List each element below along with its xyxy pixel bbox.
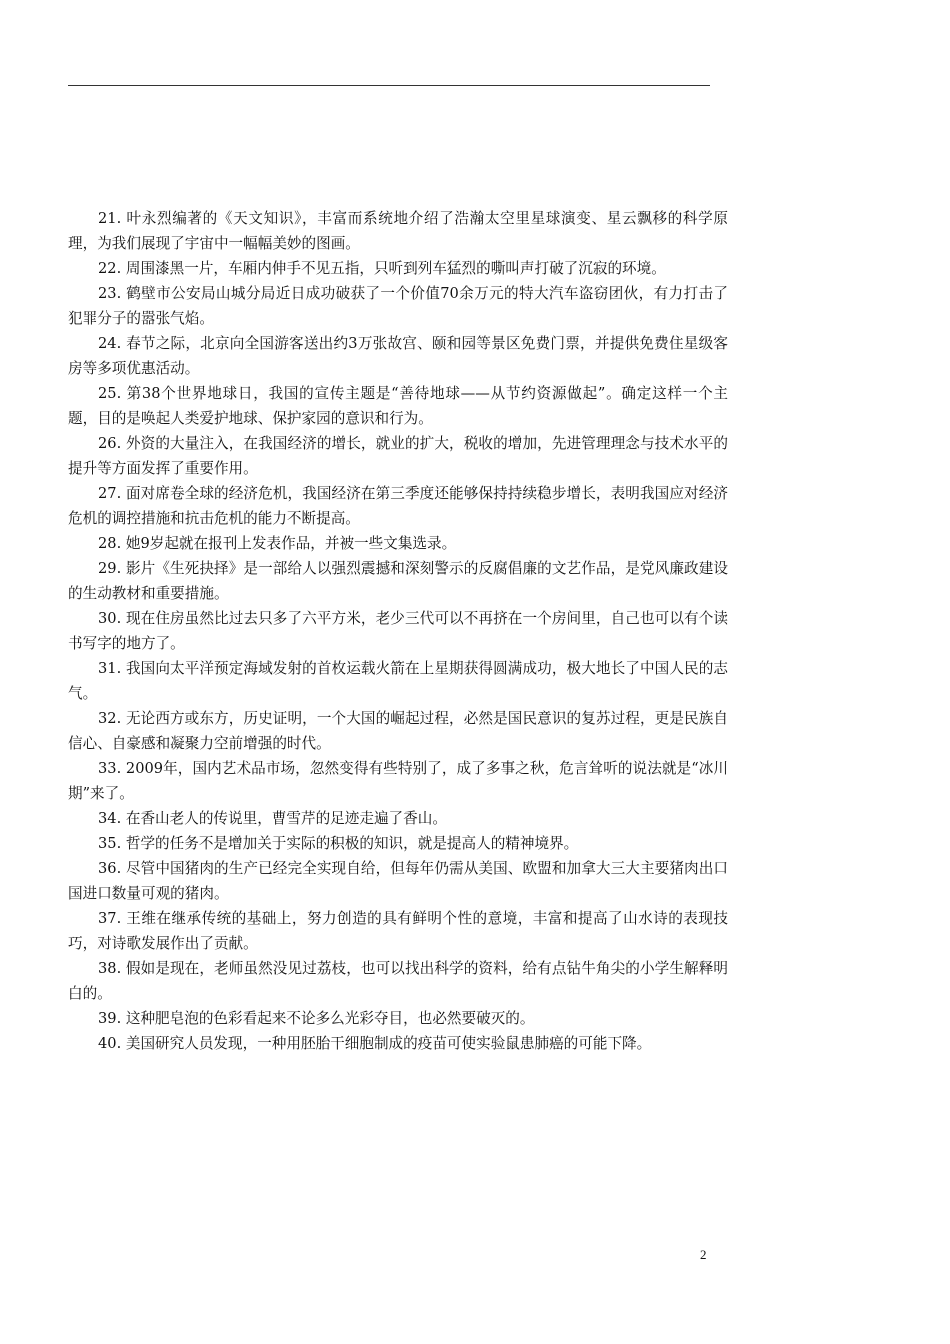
question-item: 31. 我国向太平洋预定海域发射的首枚运载火箭在上星期获得圆满成功，极大地长了中国人民的志气。 [68,660,728,702]
question-item: 33. 2009年，国内艺术品市场，忽然变得有些特别了，成了多事之秋，危言耸听的说法就是“冰川期”来了。 [68,760,728,802]
page-number: 2 [700,1247,707,1262]
question-item: 26. 外资的大量注入，在我国经济的增长，就业的扩大，税收的增加，先进管理理念与技术水平的提升等方面发挥了重要作用。 [68,435,728,477]
question-item: 40. 美国研究人员发现，一种用胚胎干细胞制成的疫苗可使实验鼠患肺癌的可能下降。 [98,1035,652,1052]
question-item: 30. 现在住房虽然比过去只多了六平方米，老少三代可以不再挤在一个房间里，自己也可以有个读书写字的地方了。 [68,610,728,652]
question-item: 28. 她9岁起就在报刊上发表作品，并被一些文集选录。 [98,535,457,552]
question-item: 24. 春节之际，北京向全国游客送出约3万张故宫、颐和园等景区免费门票，并提供免费住星级客房等多项优惠活动。 [68,335,728,377]
question-item: 36. 尽管中国猪肉的生产已经完全实现自给，但每年仍需从美国、欧盟和加拿大三大主要猪肉出口国进口数量可观的猪肉。 [68,860,728,902]
question-item: 22. 周围漆黑一片，车厢内伸手不见五指，只听到列车猛烈的嘶叫声打破了沉寂的环境。 [98,260,666,277]
header-rule [68,85,710,86]
question-list [68,206,728,1056]
question-item: 34. 在香山老人的传说里，曹雪芹的足迹走遍了香山。 [98,810,447,827]
question-item: 25. 第38个世界地球日，我国的宣传主题是“善待地球——从节约资源做起”。确定这样一个主题，目的是唤起人类爱护地球、保护家园的意识和行为。 [68,385,728,427]
question-item: 23. 鹤壁市公安局山城分局近日成功破获了一个价值70余万元的特大汽车盗窃团伙，有力打击了犯罪分子的嚣张气焰。 [68,285,728,327]
question-item: 29. 影片《生死抉择》是一部给人以强烈震撼和深刻警示的反腐倡廉的文艺作品，是党风廉政建设的生动教材和重要措施。 [68,560,728,602]
question-item: 39. 这种肥皂泡的色彩看起来不论多么光彩夺目，也必然要破灭的。 [98,1010,535,1027]
question-item: 21. 叶永烈编著的《天文知识》，丰富而系统地介绍了浩瀚太空里星球演变、星云飘移的科学原理，为我们展现了宇宙中一幅幅美妙的图画。 [68,210,728,252]
question-item: 37. 王维在继承传统的基础上，努力创造的具有鲜明个性的意境，丰富和提高了山水诗的表现技巧，对诗歌发展作出了贡献。 [68,910,728,952]
question-item: 38. 假如是现在，老师虽然没见过荔枝，也可以找出科学的资料，给有点钻牛角尖的小学生解释明白的。 [68,960,728,1002]
question-item: 35. 哲学的任务不是增加关于实际的积极的知识，就是提高人的精神境界。 [98,835,579,852]
question-item: 32. 无论西方或东方，历史证明，一个大国的崛起过程，必然是国民意识的复苏过程，更是民族自信心、自豪感和凝聚力空前增强的时代。 [68,710,728,752]
question-item: 27. 面对席卷全球的经济危机，我国经济在第三季度还能够保持持续稳步增长，表明我国应对经济危机的调控措施和抗击危机的能力不断提高。 [68,485,728,527]
